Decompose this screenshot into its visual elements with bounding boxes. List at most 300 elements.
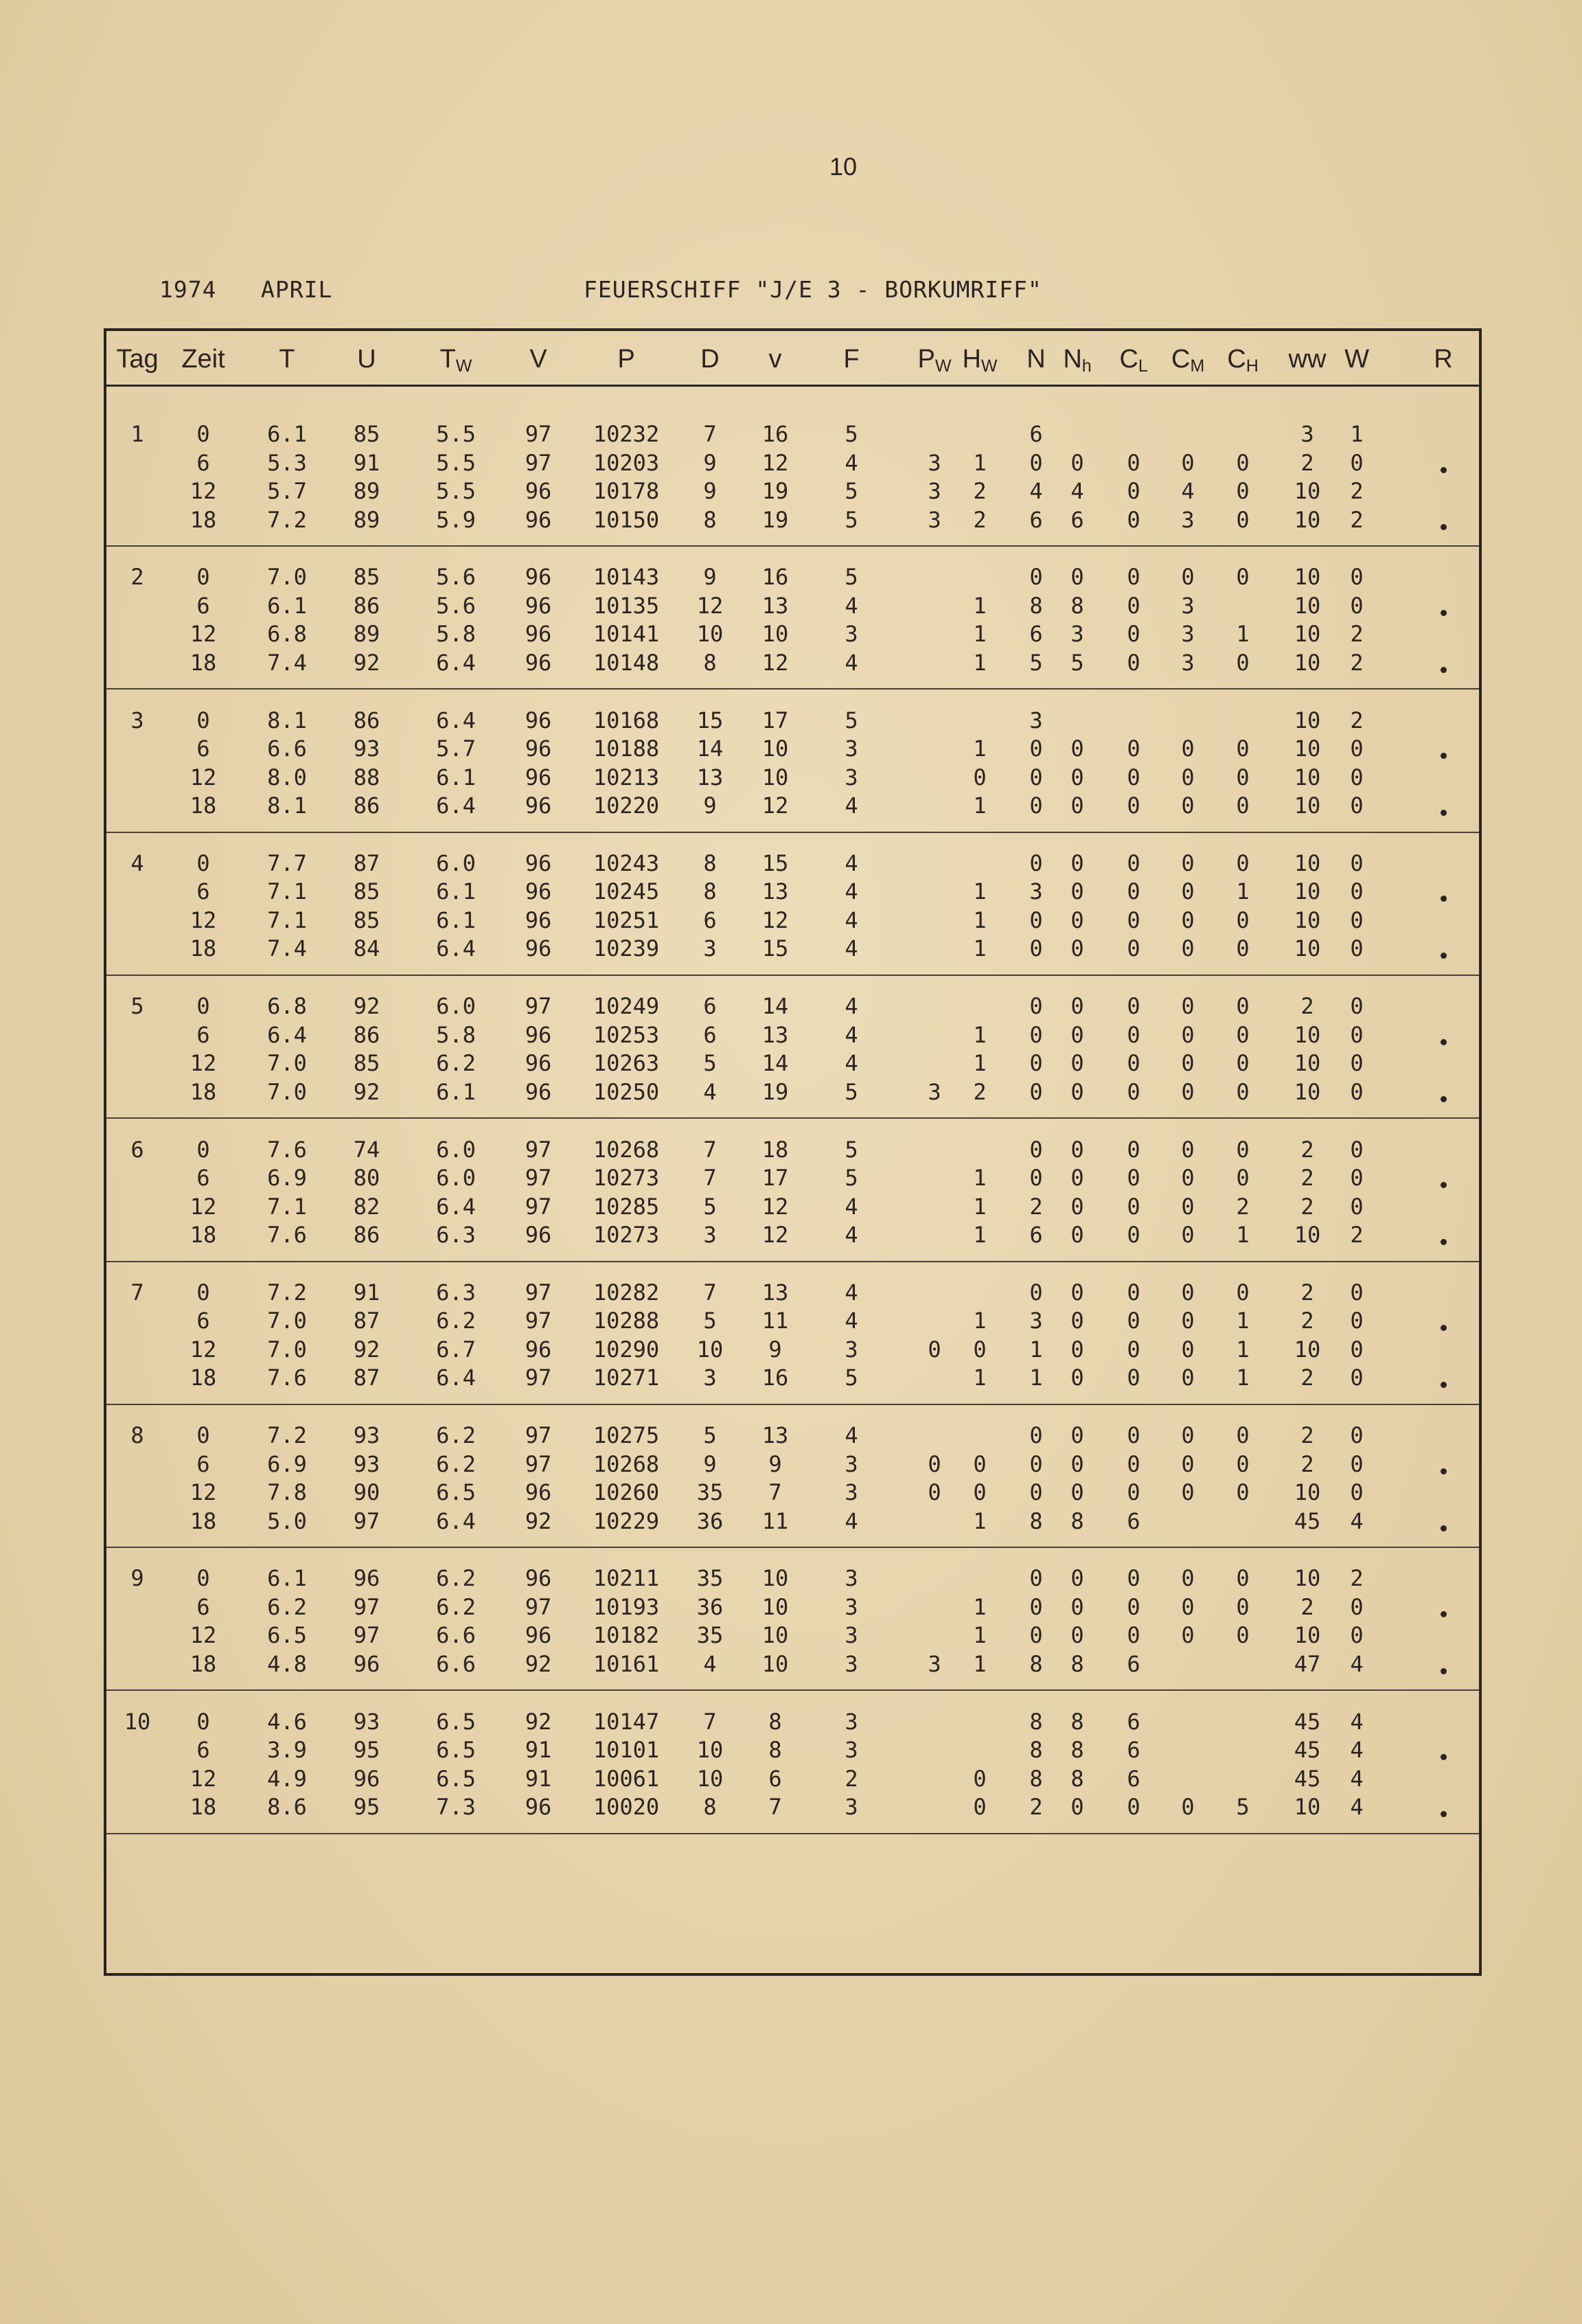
cell-hw: 1 bbox=[973, 1050, 987, 1077]
cell-vv: 8 bbox=[768, 1708, 782, 1735]
cell-cm: 0 bbox=[1181, 564, 1195, 591]
cell-u: 87 bbox=[353, 1308, 380, 1334]
cell-tw: 6.0 bbox=[436, 1165, 476, 1191]
cell-t: 6.1 bbox=[267, 1565, 307, 1592]
cell-n: 0 bbox=[1029, 736, 1043, 762]
cell-nh: 0 bbox=[1070, 1308, 1084, 1334]
cell-chh: 0 bbox=[1236, 1565, 1250, 1592]
cell-tw: 6.2 bbox=[436, 1308, 476, 1334]
cell-d: 12 bbox=[696, 592, 724, 619]
cell-cm: 0 bbox=[1181, 993, 1195, 1020]
cell-w: 0 bbox=[1350, 878, 1364, 905]
cell-nh: 0 bbox=[1070, 1078, 1084, 1105]
cell-vv: 18 bbox=[761, 1136, 789, 1163]
cell-v: 96 bbox=[525, 621, 552, 648]
cell-tw: 6.2 bbox=[436, 1565, 476, 1592]
cell-vv: 11 bbox=[761, 1507, 789, 1534]
cell-chh: 1 bbox=[1236, 878, 1250, 905]
cell-cl: 0 bbox=[1127, 1450, 1140, 1477]
cell-vv: 9 bbox=[768, 1450, 782, 1477]
cell-vv: 12 bbox=[761, 793, 789, 819]
header-month: APRIL bbox=[261, 276, 333, 303]
day-separator bbox=[106, 1261, 1479, 1262]
cell-p: 10178 bbox=[593, 478, 660, 504]
cell-n: 8 bbox=[1029, 1708, 1043, 1735]
cell-tw: 6.4 bbox=[436, 1507, 476, 1534]
cell-nh: 0 bbox=[1070, 764, 1084, 790]
cell-v: 97 bbox=[525, 1165, 552, 1191]
cell-p: 10239 bbox=[593, 935, 660, 962]
cell-n: 0 bbox=[1029, 1422, 1043, 1449]
column-header-vv: v bbox=[768, 345, 782, 374]
cell-ww: 10 bbox=[1294, 592, 1321, 619]
cell-w: 0 bbox=[1350, 1365, 1364, 1391]
cell-zeit: 18 bbox=[190, 1222, 217, 1248]
cell-w: 0 bbox=[1350, 1622, 1364, 1649]
cell-vv: 6 bbox=[768, 1765, 782, 1792]
column-header-d: D bbox=[700, 345, 720, 374]
cell-u: 93 bbox=[353, 736, 380, 762]
cell-v: 96 bbox=[525, 907, 552, 933]
cell-d: 9 bbox=[703, 478, 717, 504]
cell-tag: 10 bbox=[124, 1708, 151, 1735]
cell-cl: 0 bbox=[1127, 1622, 1140, 1649]
column-header-v: V bbox=[529, 345, 547, 374]
cell-f: 3 bbox=[845, 1650, 858, 1677]
cell-tw: 6.0 bbox=[436, 1136, 476, 1163]
cell-t: 7.2 bbox=[267, 1422, 307, 1449]
cell-f: 3 bbox=[845, 1336, 858, 1363]
cell-nh: 0 bbox=[1070, 1622, 1084, 1649]
rain-dot-icon bbox=[1441, 1239, 1447, 1245]
day-separator bbox=[106, 1833, 1479, 1834]
cell-n: 6 bbox=[1029, 421, 1043, 447]
cell-t: 7.2 bbox=[267, 1279, 307, 1306]
cell-n: 0 bbox=[1029, 793, 1043, 819]
cell-chh: 0 bbox=[1236, 449, 1250, 476]
cell-nh: 0 bbox=[1070, 907, 1084, 933]
cell-cm: 0 bbox=[1181, 1422, 1195, 1449]
cell-p: 10020 bbox=[593, 1794, 660, 1821]
cell-hw: 1 bbox=[973, 935, 987, 962]
cell-tw: 6.4 bbox=[436, 793, 476, 819]
cell-cm: 0 bbox=[1181, 1279, 1195, 1306]
cell-tag: 9 bbox=[130, 1565, 144, 1592]
cell-chh: 1 bbox=[1236, 1308, 1250, 1334]
cell-cm: 0 bbox=[1181, 764, 1195, 790]
cell-chh: 0 bbox=[1236, 1593, 1250, 1620]
cell-f: 4 bbox=[845, 793, 858, 819]
cell-tw: 6.4 bbox=[436, 935, 476, 962]
cell-hw: 1 bbox=[973, 1222, 987, 1248]
cell-ww: 2 bbox=[1300, 1165, 1314, 1191]
cell-w: 0 bbox=[1350, 993, 1364, 1020]
cell-v: 97 bbox=[525, 421, 552, 447]
cell-hw: 1 bbox=[973, 592, 987, 619]
cell-zeit: 18 bbox=[190, 935, 217, 962]
cell-tw: 6.2 bbox=[436, 1422, 476, 1449]
cell-t: 7.7 bbox=[267, 850, 307, 876]
cell-w: 0 bbox=[1350, 1078, 1364, 1105]
cell-f: 4 bbox=[845, 907, 858, 933]
cell-p: 10211 bbox=[593, 1565, 660, 1592]
cell-tw: 5.5 bbox=[436, 421, 476, 447]
cell-w: 2 bbox=[1350, 506, 1364, 533]
cell-w: 0 bbox=[1350, 1165, 1364, 1191]
cell-zeit: 12 bbox=[190, 1193, 217, 1220]
cell-w: 0 bbox=[1350, 1279, 1364, 1306]
column-header-f: F bbox=[843, 345, 860, 374]
cell-nh: 0 bbox=[1070, 935, 1084, 962]
cell-zeit: 18 bbox=[190, 1365, 217, 1391]
cell-v: 96 bbox=[525, 1050, 552, 1077]
cell-zeit: 6 bbox=[196, 1165, 210, 1191]
cell-f: 3 bbox=[845, 1794, 858, 1821]
cell-chh: 0 bbox=[1236, 1450, 1250, 1477]
day-separator bbox=[106, 545, 1479, 547]
cell-nh: 0 bbox=[1070, 793, 1084, 819]
cell-f: 4 bbox=[845, 1422, 858, 1449]
cell-tw: 6.1 bbox=[436, 764, 476, 790]
cell-n: 0 bbox=[1029, 1622, 1043, 1649]
cell-nh: 8 bbox=[1070, 592, 1084, 619]
cell-ww: 10 bbox=[1294, 564, 1321, 591]
cell-vv: 7 bbox=[768, 1794, 782, 1821]
cell-chh: 1 bbox=[1236, 1365, 1250, 1391]
cell-w: 2 bbox=[1350, 1222, 1364, 1248]
cell-ww: 45 bbox=[1294, 1507, 1321, 1534]
cell-w: 4 bbox=[1350, 1708, 1364, 1735]
cell-f: 5 bbox=[845, 506, 858, 533]
cell-w: 0 bbox=[1350, 1593, 1364, 1620]
header-rule bbox=[106, 385, 1479, 387]
cell-vv: 16 bbox=[761, 564, 789, 591]
cell-vv: 13 bbox=[761, 1021, 789, 1048]
cell-u: 84 bbox=[353, 935, 380, 962]
cell-d: 6 bbox=[703, 993, 717, 1020]
cell-f: 3 bbox=[845, 621, 858, 648]
cell-u: 92 bbox=[353, 649, 380, 676]
cell-d: 3 bbox=[703, 1222, 717, 1248]
cell-t: 6.1 bbox=[267, 421, 307, 447]
cell-cl: 0 bbox=[1127, 1193, 1140, 1220]
cell-f: 3 bbox=[845, 764, 858, 790]
cell-v: 96 bbox=[525, 1479, 552, 1506]
cell-cm: 0 bbox=[1181, 736, 1195, 762]
cell-nh: 3 bbox=[1070, 621, 1084, 648]
cell-vv: 12 bbox=[761, 449, 789, 476]
cell-vv: 13 bbox=[761, 878, 789, 905]
cell-tw: 6.3 bbox=[436, 1222, 476, 1248]
cell-t: 8.0 bbox=[267, 764, 307, 790]
cell-p: 10250 bbox=[593, 1078, 660, 1105]
cell-w: 0 bbox=[1350, 907, 1364, 933]
cell-tw: 6.1 bbox=[436, 907, 476, 933]
cell-ww: 10 bbox=[1294, 907, 1321, 933]
cell-f: 5 bbox=[845, 478, 858, 504]
column-header-u: U bbox=[357, 345, 376, 374]
cell-cm: 0 bbox=[1181, 1593, 1195, 1620]
cell-cm: 0 bbox=[1181, 1365, 1195, 1391]
rain-dot-icon bbox=[1441, 1468, 1447, 1474]
cell-t: 6.5 bbox=[267, 1622, 307, 1649]
cell-n: 0 bbox=[1029, 1450, 1043, 1477]
cell-t: 7.0 bbox=[267, 1078, 307, 1105]
cell-d: 9 bbox=[703, 793, 717, 819]
cell-u: 85 bbox=[353, 878, 380, 905]
cell-hw: 1 bbox=[973, 1650, 987, 1677]
cell-u: 96 bbox=[353, 1765, 380, 1792]
cell-f: 4 bbox=[845, 993, 858, 1020]
cell-tw: 6.6 bbox=[436, 1622, 476, 1649]
cell-nh: 0 bbox=[1070, 1365, 1084, 1391]
cell-cl: 0 bbox=[1127, 736, 1140, 762]
cell-w: 2 bbox=[1350, 1565, 1364, 1592]
cell-p: 10273 bbox=[593, 1222, 660, 1248]
cell-zeit: 6 bbox=[196, 736, 210, 762]
column-header-cm: $C_M$ bbox=[1171, 345, 1205, 376]
cell-zeit: 0 bbox=[196, 1708, 210, 1735]
cell-u: 85 bbox=[353, 564, 380, 591]
cell-hw: 1 bbox=[973, 1165, 987, 1191]
cell-u: 93 bbox=[353, 1708, 380, 1735]
cell-tw: 5.5 bbox=[436, 478, 476, 504]
cell-vv: 17 bbox=[761, 707, 789, 733]
cell-cl: 0 bbox=[1127, 1365, 1140, 1391]
cell-f: 4 bbox=[845, 1279, 858, 1306]
cell-vv: 13 bbox=[761, 1422, 789, 1449]
cell-f: 3 bbox=[845, 736, 858, 762]
cell-hw: 1 bbox=[973, 1308, 987, 1334]
cell-hw: 1 bbox=[973, 621, 987, 648]
cell-n: 4 bbox=[1029, 478, 1043, 504]
cell-v: 97 bbox=[525, 1450, 552, 1477]
cell-p: 10188 bbox=[593, 736, 660, 762]
cell-n: 0 bbox=[1029, 1479, 1043, 1506]
cell-n: 0 bbox=[1029, 935, 1043, 962]
cell-ww: 10 bbox=[1294, 1479, 1321, 1506]
cell-tag: 4 bbox=[130, 850, 144, 876]
cell-ww: 10 bbox=[1294, 764, 1321, 790]
cell-vv: 15 bbox=[761, 935, 789, 962]
cell-tw: 6.4 bbox=[436, 707, 476, 733]
cell-v: 96 bbox=[525, 649, 552, 676]
cell-p: 10182 bbox=[593, 1622, 660, 1649]
cell-nh: 0 bbox=[1070, 1565, 1084, 1592]
cell-nh: 0 bbox=[1070, 1222, 1084, 1248]
cell-nh: 5 bbox=[1070, 649, 1084, 676]
cell-vv: 19 bbox=[761, 478, 789, 504]
cell-pw: 3 bbox=[928, 449, 941, 476]
cell-n: 8 bbox=[1029, 1507, 1043, 1534]
cell-d: 15 bbox=[696, 707, 724, 733]
cell-d: 5 bbox=[703, 1308, 717, 1334]
cell-d: 6 bbox=[703, 907, 717, 933]
cell-u: 93 bbox=[353, 1450, 380, 1477]
rain-dot-icon bbox=[1441, 1611, 1447, 1617]
cell-zeit: 6 bbox=[196, 1021, 210, 1048]
cell-d: 9 bbox=[703, 449, 717, 476]
cell-nh: 8 bbox=[1070, 1737, 1084, 1764]
cell-d: 13 bbox=[696, 764, 724, 790]
cell-cl: 6 bbox=[1127, 1737, 1140, 1764]
cell-v: 97 bbox=[525, 1279, 552, 1306]
cell-p: 10251 bbox=[593, 907, 660, 933]
cell-f: 2 bbox=[845, 1765, 858, 1792]
cell-chh: 0 bbox=[1236, 1165, 1250, 1191]
cell-tw: 6.6 bbox=[436, 1650, 476, 1677]
cell-w: 0 bbox=[1350, 1479, 1364, 1506]
cell-v: 97 bbox=[525, 1136, 552, 1163]
cell-hw: 0 bbox=[973, 1479, 987, 1506]
cell-d: 7 bbox=[703, 1165, 717, 1191]
cell-ww: 10 bbox=[1294, 1050, 1321, 1077]
cell-chh: 0 bbox=[1236, 736, 1250, 762]
cell-chh: 0 bbox=[1236, 478, 1250, 504]
cell-p: 10253 bbox=[593, 1021, 660, 1048]
cell-f: 3 bbox=[845, 1479, 858, 1506]
cell-u: 97 bbox=[353, 1593, 380, 1620]
cell-n: 0 bbox=[1029, 1078, 1043, 1105]
cell-p: 10150 bbox=[593, 506, 660, 533]
cell-v: 97 bbox=[525, 1365, 552, 1391]
cell-d: 8 bbox=[703, 649, 717, 676]
cell-hw: 1 bbox=[973, 649, 987, 676]
cell-cl: 0 bbox=[1127, 793, 1140, 819]
cell-nh: 8 bbox=[1070, 1708, 1084, 1735]
cell-cl: 6 bbox=[1127, 1507, 1140, 1534]
cell-chh: 0 bbox=[1236, 793, 1250, 819]
cell-t: 7.1 bbox=[267, 1193, 307, 1220]
cell-t: 8.1 bbox=[267, 793, 307, 819]
cell-zeit: 0 bbox=[196, 564, 210, 591]
cell-tw: 6.7 bbox=[436, 1336, 476, 1363]
cell-nh: 0 bbox=[1070, 449, 1084, 476]
cell-zeit: 12 bbox=[190, 1050, 217, 1077]
cell-vv: 10 bbox=[761, 1565, 789, 1592]
cell-tw: 6.4 bbox=[436, 1365, 476, 1391]
cell-d: 8 bbox=[703, 850, 717, 876]
cell-v: 92 bbox=[525, 1507, 552, 1534]
cell-ww: 10 bbox=[1294, 1021, 1321, 1048]
cell-t: 3.9 bbox=[267, 1737, 307, 1764]
cell-cm: 0 bbox=[1181, 1336, 1195, 1363]
cell-chh: 0 bbox=[1236, 764, 1250, 790]
cell-p: 10232 bbox=[593, 421, 660, 447]
cell-tw: 6.1 bbox=[436, 1078, 476, 1105]
cell-u: 86 bbox=[353, 793, 380, 819]
cell-ww: 10 bbox=[1294, 478, 1321, 504]
cell-tw: 6.3 bbox=[436, 1279, 476, 1306]
rain-dot-icon bbox=[1441, 1182, 1447, 1188]
cell-v: 97 bbox=[525, 1308, 552, 1334]
cell-nh: 4 bbox=[1070, 478, 1084, 504]
cell-tw: 5.6 bbox=[436, 564, 476, 591]
cell-n: 0 bbox=[1029, 1050, 1043, 1077]
cell-ww: 2 bbox=[1300, 1193, 1314, 1220]
cell-hw: 1 bbox=[973, 1593, 987, 1620]
cell-t: 7.6 bbox=[267, 1136, 307, 1163]
cell-ww: 10 bbox=[1294, 850, 1321, 876]
cell-cl: 0 bbox=[1127, 1336, 1140, 1363]
column-header-cl: $C_L$ bbox=[1119, 345, 1148, 376]
rain-dot-icon bbox=[1441, 1382, 1447, 1388]
cell-p: 10249 bbox=[593, 993, 660, 1020]
cell-hw: 1 bbox=[973, 1622, 987, 1649]
page-number: 10 bbox=[829, 152, 858, 181]
cell-ww: 3 bbox=[1300, 421, 1314, 447]
cell-w: 0 bbox=[1350, 449, 1364, 476]
cell-v: 91 bbox=[525, 1765, 552, 1792]
cell-vv: 13 bbox=[761, 1279, 789, 1306]
cell-t: 4.9 bbox=[267, 1765, 307, 1792]
cell-cm: 0 bbox=[1181, 1565, 1195, 1592]
rain-dot-icon bbox=[1441, 1754, 1447, 1760]
day-separator bbox=[106, 975, 1479, 976]
header-title: FEUERSCHIFF "J/E 3 - BORKUMRIFF" bbox=[584, 276, 1042, 303]
cell-cl: 0 bbox=[1127, 907, 1140, 933]
cell-tw: 6.2 bbox=[436, 1050, 476, 1077]
cell-v: 96 bbox=[525, 1336, 552, 1363]
cell-f: 5 bbox=[845, 421, 858, 447]
rain-dot-icon bbox=[1441, 1039, 1447, 1045]
cell-zeit: 6 bbox=[196, 1737, 210, 1764]
cell-v: 96 bbox=[525, 707, 552, 733]
cell-hw: 1 bbox=[973, 1021, 987, 1048]
cell-n: 3 bbox=[1029, 707, 1043, 733]
cell-ww: 2 bbox=[1300, 449, 1314, 476]
cell-t: 7.8 bbox=[267, 1479, 307, 1506]
cell-v: 97 bbox=[525, 1193, 552, 1220]
cell-cl: 0 bbox=[1127, 478, 1140, 504]
cell-f: 4 bbox=[845, 1507, 858, 1534]
cell-tw: 5.9 bbox=[436, 506, 476, 533]
rain-dot-icon bbox=[1441, 1811, 1447, 1817]
cell-nh: 0 bbox=[1070, 1136, 1084, 1163]
cell-t: 7.1 bbox=[267, 878, 307, 905]
rain-dot-icon bbox=[1441, 524, 1447, 530]
cell-t: 6.6 bbox=[267, 736, 307, 762]
cell-w: 2 bbox=[1350, 478, 1364, 504]
cell-cl: 0 bbox=[1127, 1593, 1140, 1620]
cell-t: 8.6 bbox=[267, 1794, 307, 1821]
cell-zeit: 12 bbox=[190, 1336, 217, 1363]
cell-ww: 10 bbox=[1294, 621, 1321, 648]
cell-w: 4 bbox=[1350, 1650, 1364, 1677]
cell-chh: 0 bbox=[1236, 1136, 1250, 1163]
cell-hw: 0 bbox=[973, 1336, 987, 1363]
cell-u: 87 bbox=[353, 850, 380, 876]
cell-d: 8 bbox=[703, 878, 717, 905]
cell-f: 5 bbox=[845, 564, 858, 591]
cell-ww: 10 bbox=[1294, 707, 1321, 733]
cell-u: 88 bbox=[353, 764, 380, 790]
cell-cl: 0 bbox=[1127, 993, 1140, 1020]
cell-cm: 0 bbox=[1181, 1021, 1195, 1048]
cell-p: 10290 bbox=[593, 1336, 660, 1363]
cell-tw: 6.5 bbox=[436, 1479, 476, 1506]
cell-n: 0 bbox=[1029, 907, 1043, 933]
day-separator bbox=[106, 1404, 1479, 1405]
cell-p: 10147 bbox=[593, 1708, 660, 1735]
cell-p: 10275 bbox=[593, 1422, 660, 1449]
cell-d: 4 bbox=[703, 1078, 717, 1105]
cell-tw: 6.5 bbox=[436, 1708, 476, 1735]
cell-hw: 2 bbox=[973, 1078, 987, 1105]
cell-d: 7 bbox=[703, 421, 717, 447]
cell-n: 0 bbox=[1029, 1165, 1043, 1191]
day-separator bbox=[106, 1547, 1479, 1548]
